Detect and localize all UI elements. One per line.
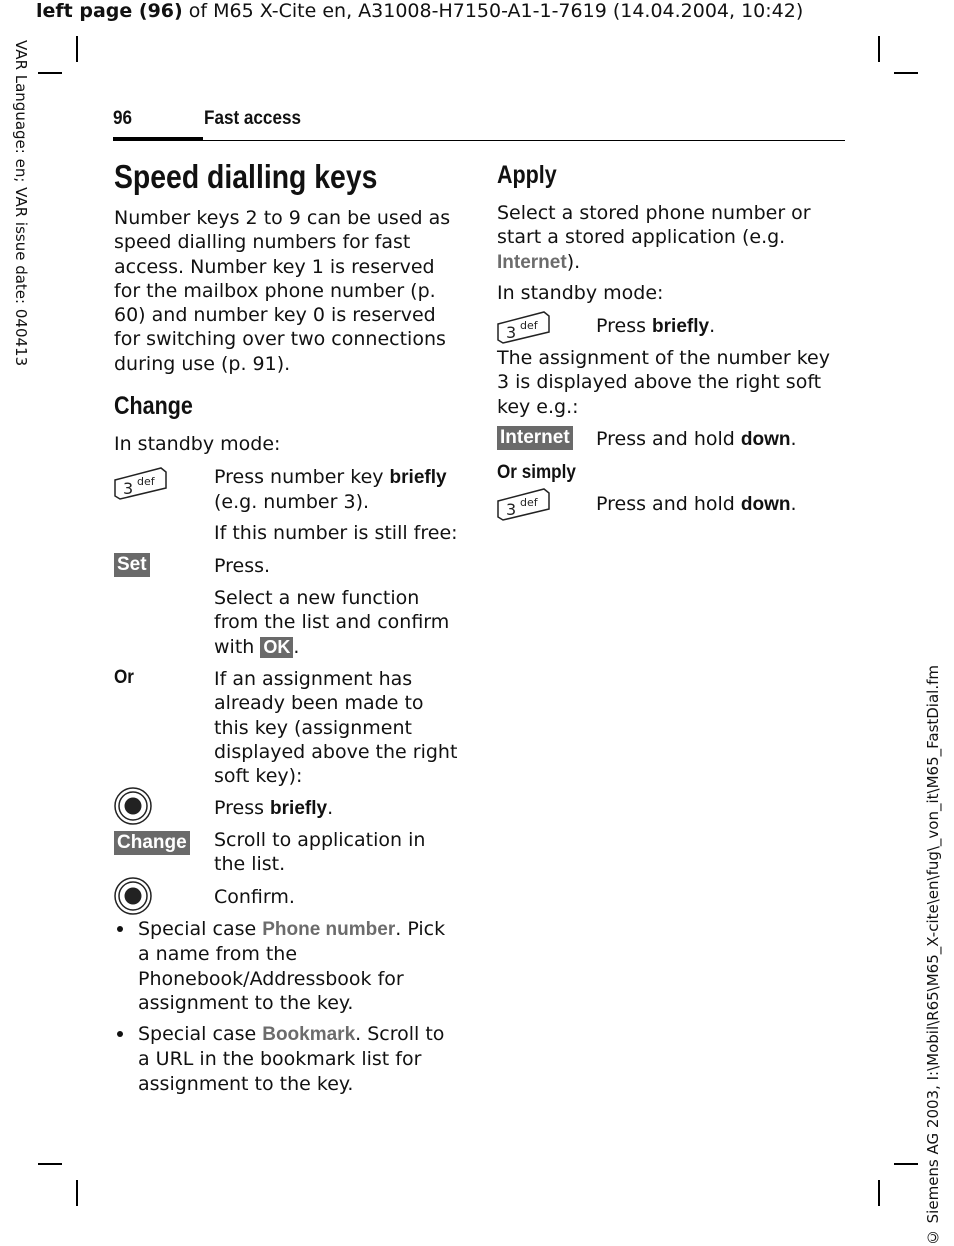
step-press-briefly: Press briefly.	[596, 315, 716, 337]
step-press-hold: Press and hold down.	[596, 493, 797, 515]
step-press-briefly: Press briefly.	[214, 797, 334, 819]
intro-paragraph: Number keys 2 to 9 can be used as speed dialling numbers for fast access. Number key 1 is reserved for the mailbox phone number (p. 60) and number key 0 is reserved for switching over two connections during use (p. 91).	[114, 207, 451, 375]
document-info-line: left page (96) of M65 X-Cite en, A31008-H7150-A1-1-7619 (14.04.2004, 10:42)	[36, 0, 804, 22]
step-press-hold: Press and hold down.	[596, 428, 797, 450]
or-simply-label: Or simply	[497, 462, 576, 483]
crop-mark	[878, 1180, 880, 1206]
key-3-icon	[496, 487, 550, 521]
key-3-icon	[113, 466, 167, 500]
crop-mark	[38, 1163, 62, 1165]
assignment-info: The assignment of the number key 3 is displayed above the right soft key e.g.:	[497, 347, 830, 418]
key-3-letters: def	[137, 475, 155, 488]
step-select-function: Select a new function from the list and confirm with OK .	[214, 587, 450, 658]
file-path-info: © Siemens AG 2003, I:\Mobil\R65\M65_X-cite\en\fug\_von_it\M65_FastDial.fm	[924, 664, 942, 1246]
crop-mark	[894, 72, 918, 74]
page-title: Speed dialling keys	[114, 158, 378, 195]
header-rule	[113, 140, 845, 141]
apply-heading: Apply	[497, 161, 557, 189]
standby-label: In standby mode:	[114, 433, 281, 455]
step-press-number-key: Press number key briefly (e.g. number 3).	[214, 466, 447, 514]
step-scroll: Scroll to application in the list.	[214, 829, 426, 876]
navigation-key-icon	[113, 876, 153, 916]
apply-intro: Select a stored phone number or start a stored application (e.g. Internet).	[497, 202, 811, 273]
change-heading: Change	[114, 392, 193, 420]
crop-mark	[38, 72, 62, 74]
language-info: VAR Language: en; VAR issue date: 040413	[12, 40, 30, 367]
crop-mark	[894, 1163, 918, 1165]
bullet-bookmark: Special case Bookmark. Scroll to a URL in the bookmark list for assignment to the key.	[138, 1023, 445, 1095]
key-3-digit: 3	[123, 479, 134, 498]
bullet-phone-number: Special case Phone number. Pick a name from the Phonebook/Addressbook for assignment to the key.	[138, 918, 446, 1014]
or-label: Or	[114, 667, 134, 688]
step-confirm: Confirm.	[214, 886, 295, 908]
crop-mark	[76, 36, 78, 62]
crop-mark	[76, 1180, 78, 1206]
internet-softkey: Internet	[497, 426, 573, 450]
key-3-digit: 3	[506, 323, 517, 342]
key-3-icon	[496, 310, 550, 344]
ok-softkey: OK	[260, 637, 293, 658]
navigation-key-icon	[113, 786, 153, 826]
step-assignment-exists: If an assignment has already been made to this key (assignment displayed above the right soft key):	[214, 668, 458, 788]
step-press: Press.	[214, 555, 271, 577]
page-number: 96	[113, 108, 133, 129]
set-softkey: Set	[114, 553, 150, 577]
section-title: Fast access	[204, 108, 301, 129]
step-number-free: If this number is still free:	[214, 522, 458, 544]
key-3-letters: def	[520, 319, 538, 332]
crop-mark	[878, 36, 880, 62]
bullet-icon	[117, 926, 123, 932]
key-3-digit: 3	[506, 500, 517, 519]
change-softkey: Change	[114, 831, 190, 855]
bullet-icon	[117, 1031, 123, 1037]
standby-label: In standby mode:	[497, 282, 664, 304]
key-3-letters: def	[520, 496, 538, 509]
